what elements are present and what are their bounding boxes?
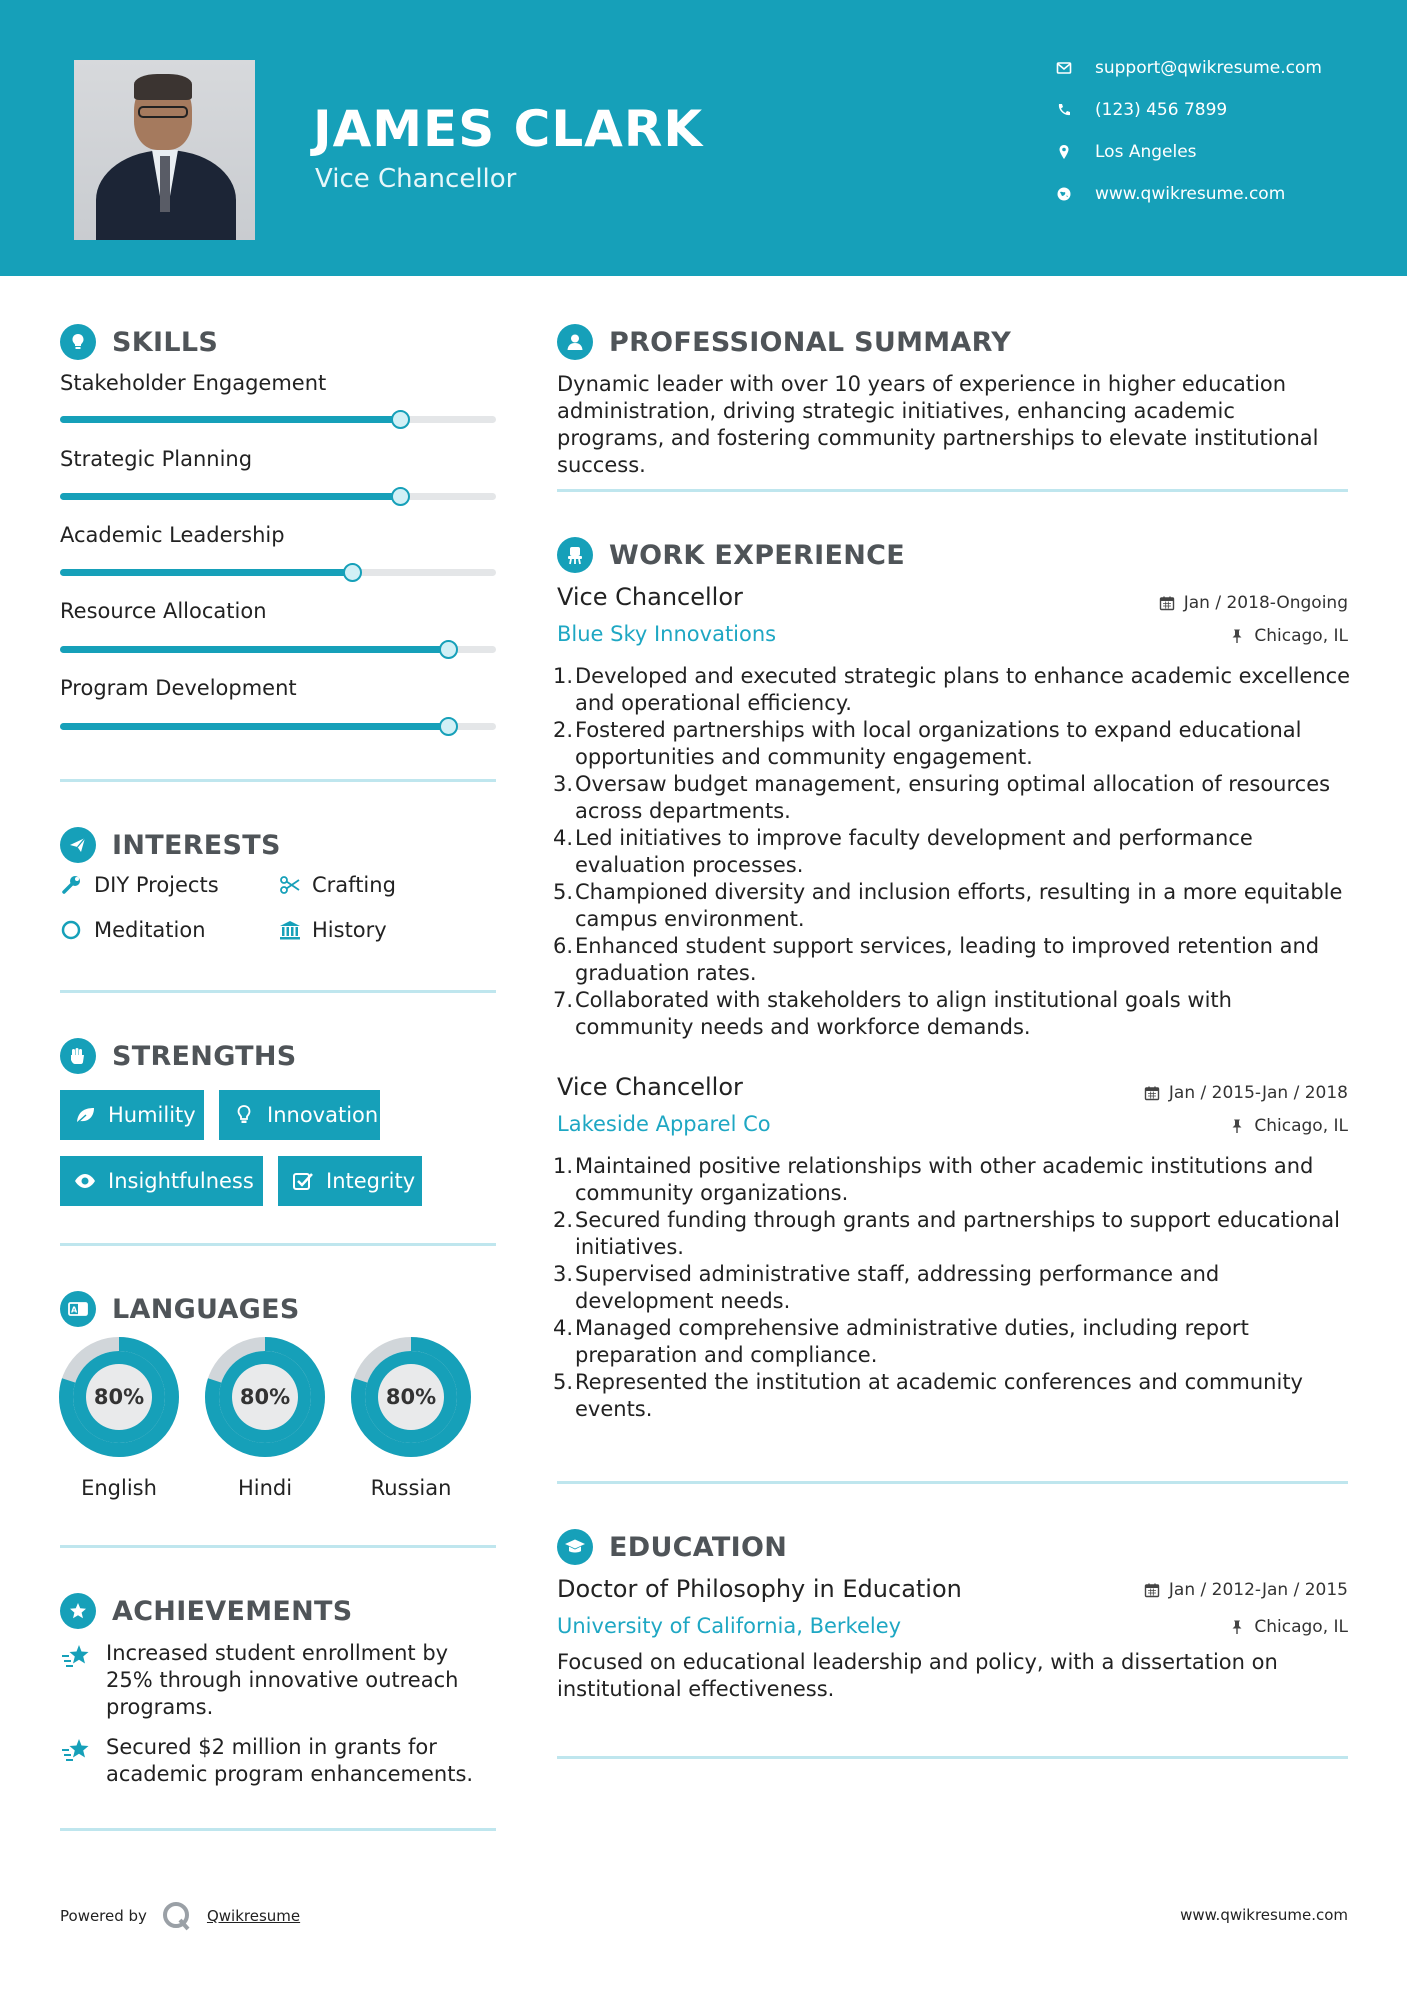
- interests-heading: [60, 827, 281, 863]
- job-duties-list: [553, 1153, 1353, 1423]
- duty-item: 2. Fostered partnerships with local organizations to expand educational opportunities and community engagement.: [553, 718, 1302, 769]
- duty-item: 4. Managed comprehensive administrative duties, including report preparation and compliance.: [553, 1316, 1249, 1367]
- skill-label: Resource Allocation: [60, 599, 267, 623]
- fist-icon: [60, 1038, 96, 1074]
- check-square-icon: [292, 1169, 314, 1193]
- interest-item: [60, 918, 206, 942]
- job-location: [1229, 1116, 1348, 1136]
- interests-title: INTERESTS: [112, 829, 281, 861]
- section-divider: [60, 1243, 496, 1246]
- education-date: [1144, 1580, 1348, 1600]
- contact-website-text: www.qwikresume.com: [1095, 184, 1286, 204]
- education-date-text: Jan / 2012-Jan / 2015: [1168, 1580, 1348, 1600]
- interest-label: Crafting: [312, 873, 396, 897]
- calendar-icon: [1144, 1582, 1160, 1598]
- eye-icon: [74, 1169, 96, 1193]
- contact-website[interactable]: [1055, 184, 1285, 204]
- job-company: Blue Sky Innovations: [557, 622, 777, 646]
- chair-icon: [557, 537, 593, 573]
- duty-item: 7. Collaborated with stakeholders to align institutional goals with community needs and workforce demands.: [553, 988, 1232, 1039]
- languages-heading: [60, 1291, 300, 1327]
- language-percent: 80%: [239, 1385, 291, 1409]
- skill-label: Stakeholder Engagement: [60, 371, 327, 395]
- phone-icon: [1055, 101, 1073, 119]
- footer-website[interactable]: www.qwikresume.com: [1180, 1906, 1348, 1924]
- skill-bar-fill: [60, 569, 352, 576]
- interest-item: [60, 873, 219, 897]
- contact-location: [1055, 142, 1197, 162]
- job-company: Lakeside Apparel Co: [557, 1112, 771, 1136]
- duty-item: 5. Represented the institution at academic conferences and community events.: [553, 1370, 1303, 1421]
- duty-item: 1. Developed and executed strategic plans to enhance academic excellence and operational efficiency.: [553, 664, 1351, 715]
- language-name: Russian: [370, 1476, 452, 1500]
- duty-item: 1. Maintained positive relationships with other academic institutions and community organizations.: [553, 1154, 1314, 1205]
- globe-icon: [1055, 185, 1073, 203]
- education-degree: Doctor of Philosophy in Education: [557, 1575, 962, 1603]
- resume-header: [0, 0, 1407, 276]
- duty-item: 3. Oversaw budget management, ensuring optimal allocation of resources across departments.: [553, 772, 1331, 823]
- education-description: Focused on educational leadership and policy, with a dissertation on institutional effectiveness.: [557, 1650, 1278, 1701]
- section-divider: [557, 1481, 1348, 1484]
- job-location-text: Chicago, IL: [1254, 1116, 1348, 1136]
- duty-item: 2. Secured funding through grants and partnerships to support educational initiatives.: [553, 1208, 1340, 1259]
- section-divider: [60, 1545, 496, 1548]
- skill-bar-fill: [60, 723, 448, 730]
- strength-label: Innovation: [267, 1103, 379, 1127]
- shooting-star-icon: [60, 1736, 94, 1766]
- skills-title: SKILLS: [112, 326, 219, 358]
- circle-icon: [60, 918, 84, 942]
- lightbulb-icon: [233, 1103, 255, 1127]
- language-item: [204, 1336, 326, 1500]
- interest-label: DIY Projects: [94, 873, 219, 897]
- achievement-item: [60, 1640, 500, 1721]
- language-icon: [60, 1291, 96, 1327]
- education-location: [1229, 1617, 1348, 1637]
- skill-label: Strategic Planning: [60, 447, 253, 471]
- skill-bar: [60, 416, 496, 423]
- strengths-title: STRENGTHS: [112, 1040, 297, 1072]
- skill-bar-knob: [391, 410, 410, 429]
- achievement-item: [60, 1734, 500, 1788]
- skill-bar: [60, 723, 496, 730]
- education-location-text: Chicago, IL: [1254, 1617, 1348, 1637]
- skills-heading: [60, 324, 218, 360]
- language-percent: 80%: [385, 1385, 437, 1409]
- skill-bar-fill: [60, 416, 400, 423]
- skill-bar: [60, 493, 496, 500]
- summary-heading: [557, 324, 1011, 360]
- achievement-text: Secured $2 million in grants for academic program enhancements.: [106, 1735, 474, 1786]
- job-location: [1229, 626, 1348, 646]
- job-title: Vice Chancellor: [557, 583, 743, 611]
- lightbulb-icon: [60, 324, 96, 360]
- skill-bar: [60, 646, 496, 653]
- education-school: University of California, Berkeley: [557, 1614, 902, 1638]
- shooting-star-icon: [60, 1642, 94, 1672]
- calendar-icon: [1144, 1085, 1160, 1101]
- contact-location-text: Los Angeles: [1095, 142, 1197, 162]
- footer-powered-by: [60, 1900, 300, 1932]
- education-title: EDUCATION: [609, 1531, 788, 1563]
- work-heading: [557, 537, 905, 573]
- profile-photo: [74, 60, 255, 240]
- work-title: WORK EXPERIENCE: [609, 539, 905, 571]
- skill-bar-knob: [439, 717, 458, 736]
- skill-bar-fill: [60, 646, 448, 653]
- duty-item: 4. Led initiatives to improve faculty development and performance evaluation processes.: [553, 826, 1253, 877]
- education-heading: [557, 1529, 787, 1565]
- achievements-title: ACHIEVEMENTS: [112, 1595, 353, 1627]
- language-item: [58, 1336, 180, 1500]
- skill-bar-fill: [60, 493, 400, 500]
- star-badge-icon: [60, 1593, 96, 1629]
- language-gauge: [58, 1336, 180, 1458]
- interest-item: [278, 873, 396, 897]
- skill-bar-knob: [343, 563, 362, 582]
- powered-by-text: Powered by: [60, 1907, 147, 1925]
- strength-chip: [60, 1090, 204, 1140]
- paper-plane-icon: [60, 827, 96, 863]
- pushpin-icon: [1229, 628, 1245, 644]
- strength-chip: [278, 1156, 422, 1206]
- strengths-heading: [60, 1038, 297, 1074]
- language-gauge: [204, 1336, 326, 1458]
- language-gauge: [350, 1336, 472, 1458]
- section-divider: [60, 779, 496, 782]
- strength-label: Insightfulness: [108, 1169, 254, 1193]
- graduation-cap-icon: [557, 1529, 593, 1565]
- skill-bar: [60, 569, 496, 576]
- strength-chip: [219, 1090, 380, 1140]
- skill-bar-knob: [391, 487, 410, 506]
- section-divider: [557, 1756, 1348, 1759]
- achievements-heading: [60, 1593, 353, 1629]
- section-divider: [60, 1828, 496, 1831]
- candidate-name: JAMES CLARK: [313, 100, 704, 158]
- job-duties-list: [553, 663, 1353, 1041]
- contact-email-text: support@qwikresume.com: [1095, 58, 1322, 78]
- leaf-icon: [74, 1103, 96, 1127]
- pushpin-icon: [1229, 1118, 1245, 1134]
- section-divider: [557, 489, 1348, 492]
- achievement-text: Increased student enrollment by 25% through innovative outreach programs.: [106, 1641, 459, 1719]
- svg-text:A: A: [71, 1305, 78, 1315]
- skill-bar-knob: [439, 640, 458, 659]
- qwikresume-logo-icon: [161, 1900, 193, 1932]
- candidate-title: Vice Chancellor: [315, 164, 517, 194]
- location-pin-icon: [1055, 143, 1073, 161]
- interest-label: History: [312, 918, 387, 942]
- languages-title: LANGUAGES: [112, 1293, 300, 1325]
- language-name: Hindi: [237, 1476, 293, 1500]
- language-item: [350, 1336, 472, 1500]
- strength-chip: [60, 1156, 263, 1206]
- job-date: [1159, 593, 1348, 613]
- language-name: English: [81, 1476, 157, 1500]
- language-percent: 80%: [93, 1385, 145, 1409]
- duty-item: 5. Championed diversity and inclusion efforts, resulting in a more equitable campus environment.: [553, 880, 1343, 931]
- qwikresume-link[interactable]: Qwikresume: [206, 1907, 301, 1925]
- duty-item: 6. Enhanced student support services, leading to improved retention and graduation rates.: [553, 934, 1320, 985]
- job-date-text: Jan / 2018-Ongoing: [1183, 593, 1348, 613]
- contact-email[interactable]: [1055, 58, 1322, 78]
- envelope-icon: [1055, 59, 1073, 77]
- job-date: [1144, 1083, 1348, 1103]
- user-icon: [557, 324, 593, 360]
- section-divider: [60, 990, 496, 993]
- duty-item: 3. Supervised administrative staff, addressing performance and development needs.: [553, 1262, 1220, 1313]
- skill-label: Academic Leadership: [60, 523, 285, 547]
- museum-icon: [278, 918, 302, 942]
- strength-label: Humility: [108, 1103, 196, 1127]
- calendar-icon: [1159, 595, 1175, 611]
- summary-text: Dynamic leader with over 10 years of experience in higher education administration, driving strategic initiatives, enhancing academic programs, and fostering community partnerships to elevate institutional success.: [557, 372, 1319, 477]
- strength-label: Integrity: [326, 1169, 416, 1193]
- contact-phone-text: (123) 456 7899: [1095, 100, 1228, 120]
- job-title: Vice Chancellor: [557, 1073, 743, 1101]
- job-location-text: Chicago, IL: [1254, 626, 1348, 646]
- interest-item: [278, 918, 387, 942]
- summary-title: PROFESSIONAL SUMMARY: [609, 326, 1012, 358]
- contact-phone[interactable]: [1055, 100, 1227, 120]
- pushpin-icon: [1229, 1619, 1245, 1635]
- job-date-text: Jan / 2015-Jan / 2018: [1168, 1083, 1348, 1103]
- scissors-icon: [278, 873, 302, 897]
- wrench-icon: [60, 873, 84, 897]
- skill-label: Program Development: [60, 676, 297, 700]
- interest-label: Meditation: [94, 918, 206, 942]
